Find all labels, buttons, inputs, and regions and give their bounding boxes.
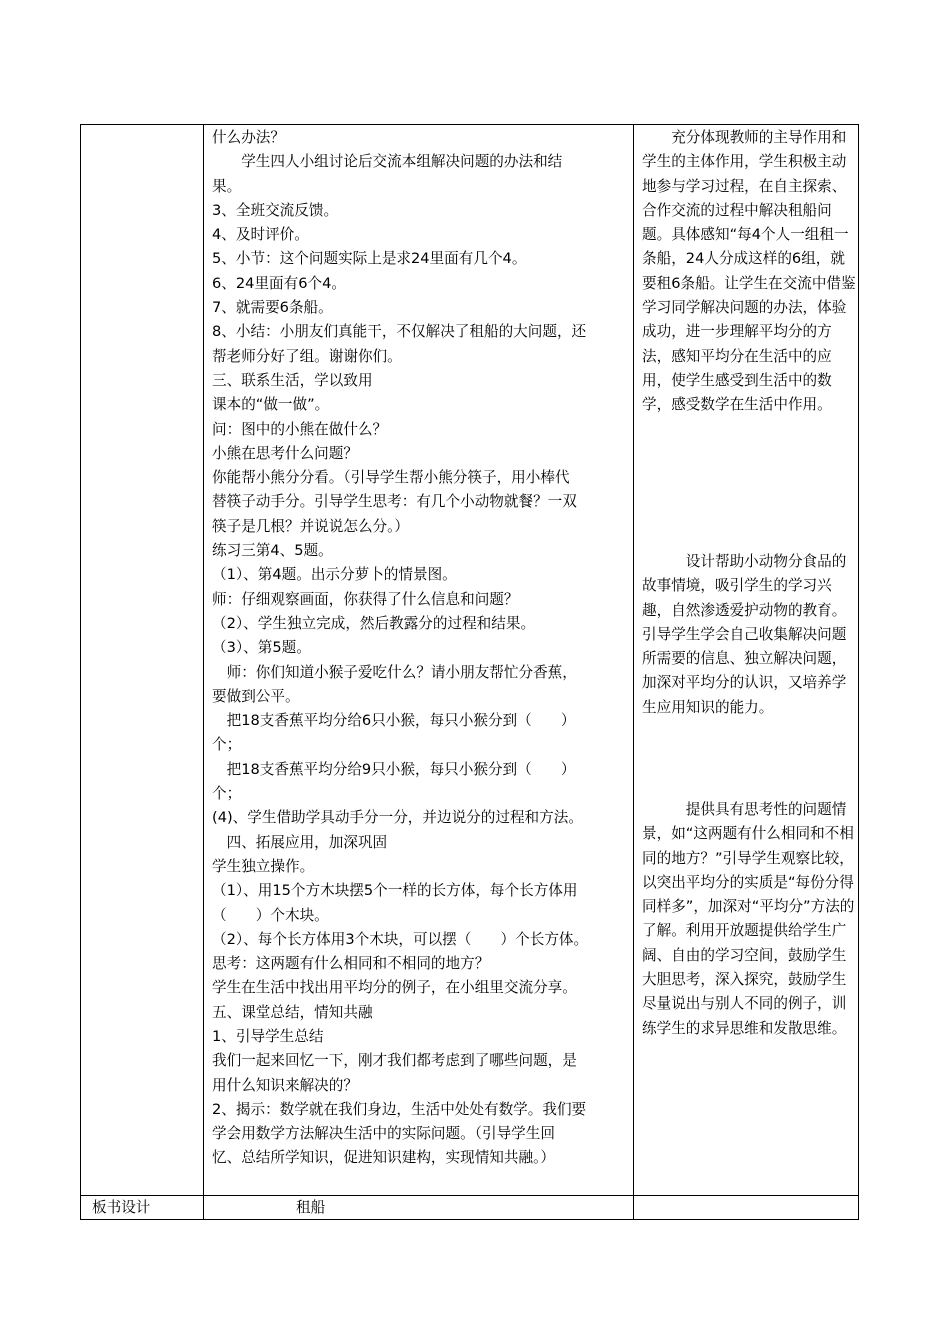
process-line: 忆、总结所学知识，促进知识建构，实现情知共融。） <box>212 1149 555 1167</box>
process-line: （2）、学生独立完成，然后教露分的过程和结果。 <box>212 614 536 632</box>
process-line: 学生四人小组讨论后交流本组解决问题的办法和结 <box>212 153 563 171</box>
process-line: 3、全班交流反馈。 <box>212 201 339 219</box>
process-line: 小熊在思考什么问题？ <box>212 444 358 462</box>
board-design-label: 板书设计 <box>92 1199 151 1216</box>
process-line: 学生在生活中找出用平均分的例子，在小组里交流分享。 <box>212 979 577 997</box>
process-line: 练习三第4、5题。 <box>212 542 333 560</box>
process-line: 筷子是几根？并说说怎么分。） <box>212 517 410 535</box>
process-line: 思考：这两题有什么相同和不相同的地方？ <box>212 955 490 973</box>
process-line: 1、引导学生总结 <box>212 1027 324 1045</box>
process-line: 师：仔细观察画面，你获得了什么信息和问题？ <box>212 590 519 608</box>
process-line: 问：图中的小熊在做什么？ <box>212 420 388 438</box>
process-line: 三、联系生活，学以致用 <box>212 371 373 389</box>
table-row-divider <box>80 1195 859 1196</box>
process-line: 替筷子动手分。引导学生思考：有几个小动物就餐？一双 <box>212 493 577 511</box>
process-line: 要做到公平。 <box>212 687 300 705</box>
process-line: 师：你们知道小猴子爱吃什么？请小朋友帮忙分香蕉， <box>212 663 577 681</box>
process-line: 课本的“做一做”。 <box>212 396 330 414</box>
process-line: 果。 <box>212 177 242 195</box>
lesson-plan-table <box>80 124 859 1220</box>
process-line: 四、拓展应用，加深巩固 <box>212 833 388 851</box>
table-column-divider-1 <box>203 124 204 1220</box>
process-line: （1）、第4题。出示分萝卜的情景图。 <box>212 566 457 584</box>
process-line: 8、小结：小朋友们真能干，不仅解决了租船的大问题，还 <box>212 323 587 341</box>
process-line: 五、课堂总结，情知共融 <box>212 1003 373 1021</box>
process-line: 6、24里面有6个4。 <box>212 274 346 292</box>
process-line: 个； <box>212 736 242 754</box>
process-line: 什么办法？ <box>212 129 285 146</box>
teaching-process-column <box>212 126 632 1171</box>
process-line: 5、小节：这个问题实际上是求24里面有几个4。 <box>212 250 527 268</box>
design-intent-2 <box>642 550 856 720</box>
process-line: （1）、用15个方木块摆5个一样的长方体，每个长方体用 <box>212 882 578 900</box>
board-design-content: 租船 <box>296 1199 326 1216</box>
process-line: 7、就需要6条船。 <box>212 299 333 317</box>
process-line: 学会用数学方法解决生活中的实际问题。（引导学生回 <box>212 1125 555 1143</box>
process-line: 帮老师分好了组。谢谢你们。 <box>212 347 402 365</box>
table-column-divider-2 <box>633 124 634 1220</box>
table-border-top <box>80 124 859 125</box>
process-line: 我们一起来回忆一下，刚才我们都考虑到了哪些问题，是 <box>212 1052 577 1070</box>
table-border-left <box>80 124 81 1220</box>
design-intent-1 <box>642 126 856 418</box>
process-line: 你能帮小熊分分看。（引导学生帮小熊分筷子，用小棒代 <box>212 469 570 487</box>
process-line: 4、及时评价。 <box>212 226 309 244</box>
process-line: 把18支香蕉平均分给9只小猴，每只小猴分到（ ） <box>212 760 576 778</box>
process-line: 把18支香蕉平均分给6只小猴，每只小猴分到（ ） <box>212 712 576 730</box>
design-intent-3 <box>642 798 856 1041</box>
table-border-right <box>858 124 859 1220</box>
process-line: 用什么知识来解决的？ <box>212 1076 358 1094</box>
design-intent-text: 设计帮助小动物分食品的故事情境，吸引学生的学习兴趣，自然渗透爱护动物的教育。引导学生学会自己收集解决问题所需要的信息、独立解决问题，加深对平均分的认识，又培养学生应用知识的能力。 <box>642 553 847 716</box>
process-line: （ ）个木块。 <box>212 906 329 924</box>
process-line: 2、揭示：数学就在我们身边，生活中处处有数学。我们要 <box>212 1100 587 1118</box>
process-line: （2）、每个长方体用3个木块，可以摆（ ）个长方体。 <box>212 930 589 948</box>
table-border-bottom <box>80 1219 859 1220</box>
process-line: 学生独立操作。 <box>212 857 315 875</box>
design-intent-text: 提供具有思考性的问题情景，如“这两题有什么相同和不相同的地方？”引导学生观察比较，以突出平均分的实质是“每份分得同样多”，加深对“平均分”方法的了解。利用开放题提供给学生广阔、自由的学习空间，鼓励学生大胆思考，深入探究，鼓励学生尽量说出与别人不同的例子，训练学生的求异思维和发散思维。 <box>642 801 855 1037</box>
design-intent-text: 充分体现教师的主导作用和学生的主体作用，学生积极主动地参与学习过程，在自主探索、合作交流的过程中解决租船问题。具体感知“每4个人一组租一条船，24人分成这样的6组，就要租6条船。让学生在交流中借鉴学习同学解决问题的办法，体验成功，进一步理解平均分的方法，感知平均分在生活中的应用，使学生感受到生活中的数学，感受数学在生活中作用。 <box>642 129 856 414</box>
process-line: （3）、第5题。 <box>212 639 311 657</box>
process-line: (4)、学生借助学具动手分一分，并边说分的过程和方法。 <box>212 809 583 827</box>
process-line: 个； <box>212 785 242 803</box>
